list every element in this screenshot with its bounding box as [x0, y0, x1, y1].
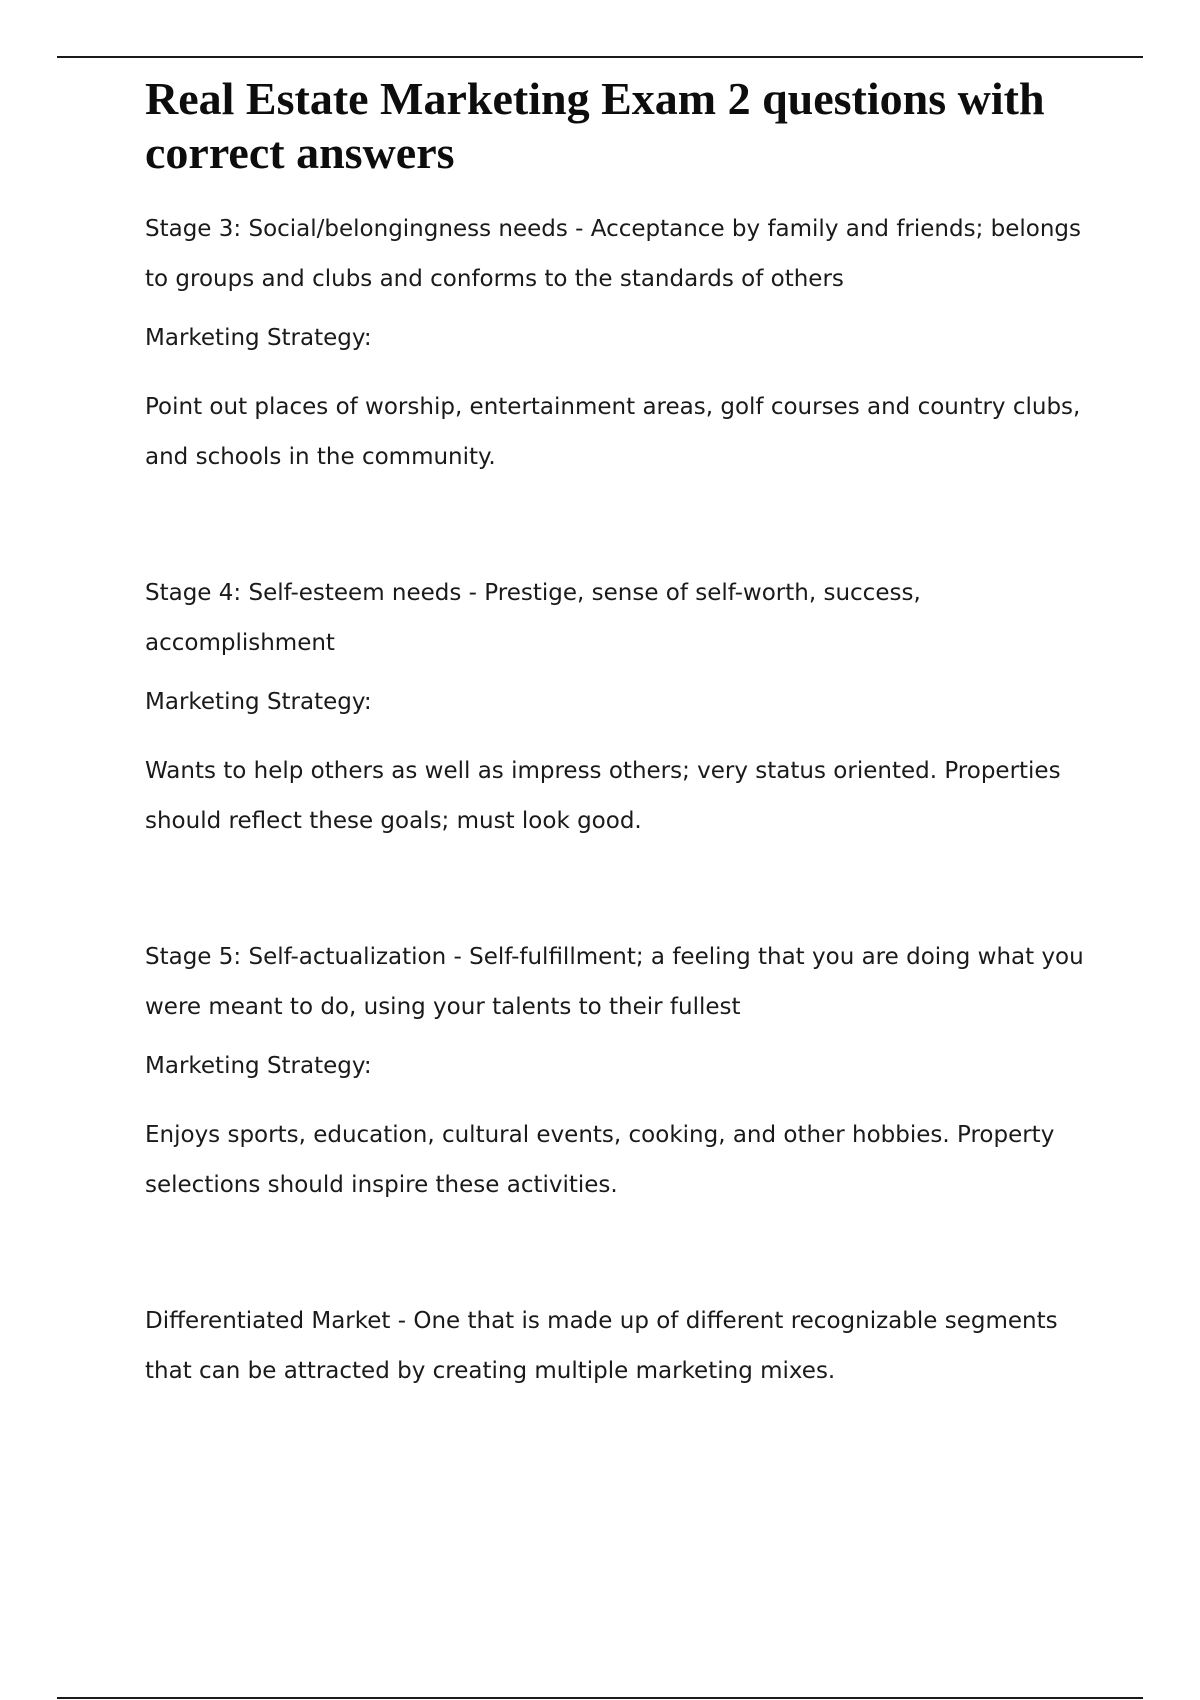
entry-stage-3 [145, 204, 1085, 482]
strategy-text: Wants to help others as well as impress others; very status oriented. Properties should reflect these goals; must look good. [145, 758, 1061, 834]
entry-term: Differentiated Market - One that is made up of different recognizable segments that can be attracted by creating multiple marketing mixes. [145, 1308, 1058, 1384]
entry-term: Stage 3: Social/belongingness needs - Acceptance by family and friends; belongs to groups and clubs and conforms to the standards of others [145, 216, 1082, 292]
strategy-label: Marketing Strategy: [145, 325, 372, 351]
document-page [145, 72, 1085, 1411]
entry-term: Stage 4: Self-esteem needs - Prestige, sense of self-worth, success, accomplishment [145, 580, 921, 656]
bottom-divider [57, 1697, 1143, 1699]
entry-gap [145, 846, 1085, 932]
entry-differentiated-market [145, 1296, 1085, 1396]
entry-gap [145, 1210, 1085, 1296]
entry-gap [145, 482, 1085, 568]
strategy-label: Marketing Strategy: [145, 1053, 372, 1079]
entry-term: Stage 5: Self-actualization - Self-fulfillment; a feeling that you are doing what you were meant to do, using your talents to their fullest [145, 944, 1084, 1020]
entry-stage-4 [145, 568, 1085, 846]
strategy-text: Point out places of worship, entertainment areas, golf courses and country clubs, and schools in the community. [145, 394, 1081, 470]
top-divider [57, 56, 1143, 58]
strategy-text: Enjoys sports, education, cultural events, cooking, and other hobbies. Property selections should inspire these activities. [145, 1122, 1055, 1198]
entry-stage-5 [145, 932, 1085, 1210]
strategy-label: Marketing Strategy: [145, 689, 372, 715]
document-title: Real Estate Marketing Exam 2 questions with correct answers [145, 73, 1045, 178]
